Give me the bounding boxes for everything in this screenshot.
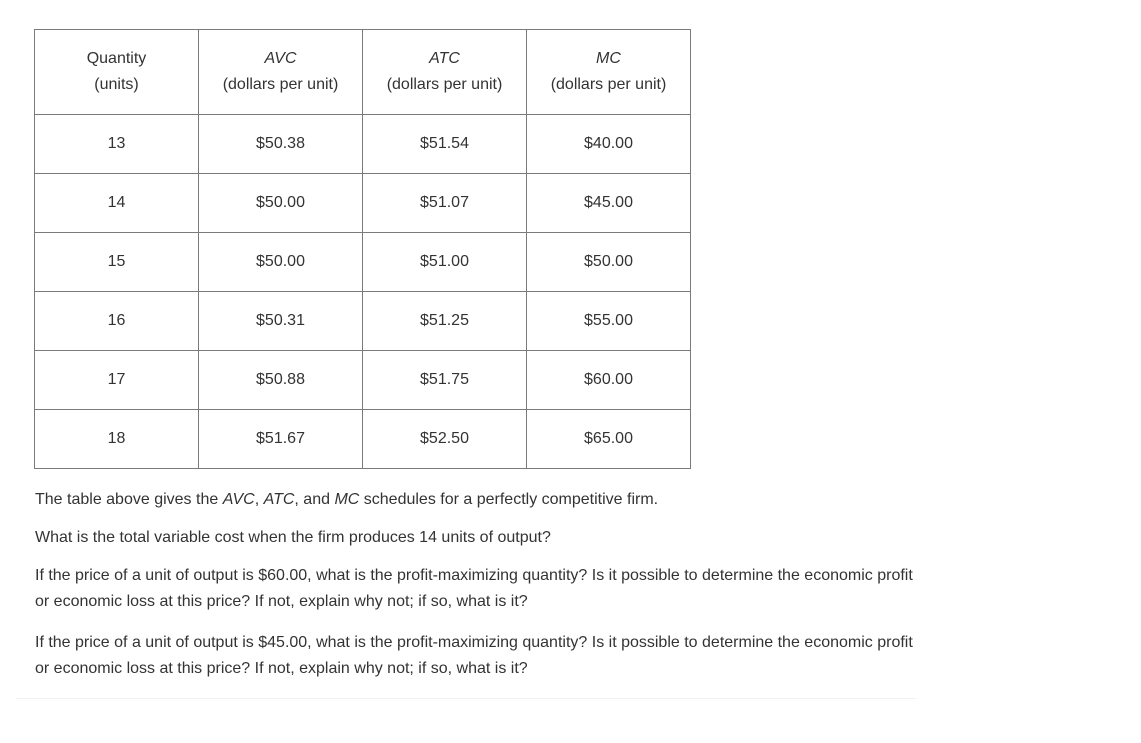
cell-avc: $50.38: [199, 115, 363, 174]
table-row: [35, 174, 691, 233]
cell-avc: $51.67: [199, 410, 363, 469]
question-1: What is the total variable cost when the firm produces 14 units of output?: [35, 529, 551, 546]
header-mc: [527, 30, 691, 115]
header-name: MC: [596, 50, 621, 67]
table-row: [35, 115, 691, 174]
cell-mc: $55.00: [527, 292, 691, 351]
question-text: [35, 487, 915, 697]
table-row: [35, 351, 691, 410]
header-name: Quantity: [86, 50, 147, 67]
header-unit: (dollars per unit): [222, 76, 339, 93]
cell-quantity: 14: [35, 174, 199, 233]
cell-mc: $40.00: [527, 115, 691, 174]
cell-avc: $50.00: [199, 174, 363, 233]
cell-atc: $51.54: [363, 115, 527, 174]
cell-atc: $52.50: [363, 410, 527, 469]
cell-quantity: 16: [35, 292, 199, 351]
cell-quantity: 13: [35, 115, 199, 174]
header-name: ATC: [429, 50, 460, 67]
cell-quantity: 15: [35, 233, 199, 292]
question-2: If the price of a unit of output is $60.00, what is the profit-maximizing quantity? Is it possible to determine the economic profit or economic loss at this price? If not, explain why not; if so, what is it?: [35, 567, 913, 610]
cell-avc: $50.00: [199, 233, 363, 292]
term-atc: ATC: [263, 491, 295, 508]
cell-mc: $50.00: [527, 233, 691, 292]
cell-mc: $45.00: [527, 174, 691, 233]
header-atc: [363, 30, 527, 115]
intro-text: ,: [254, 491, 264, 508]
cell-quantity: 17: [35, 351, 199, 410]
term-mc: MC: [334, 491, 360, 508]
intro-text: schedules for a perfectly competitive firm.: [359, 491, 659, 508]
cell-mc: $60.00: [527, 351, 691, 410]
header-name: AVC: [264, 50, 297, 67]
header-avc: [199, 30, 363, 115]
question-3: If the price of a unit of output is $45.00, what is the profit-maximizing quantity? Is it possible to determine the economic profit or economic loss at this price? If not, explain why not; if so, what is it?: [35, 634, 913, 677]
intro-text: The table above gives the: [35, 491, 223, 508]
header-unit: (dollars per unit): [550, 76, 667, 93]
table-row: [35, 233, 691, 292]
cell-atc: $51.75: [363, 351, 527, 410]
table-row: [35, 292, 691, 351]
header-quantity: [35, 30, 199, 115]
cell-atc: $51.07: [363, 174, 527, 233]
cell-quantity: 18: [35, 410, 199, 469]
cell-mc: $65.00: [527, 410, 691, 469]
cell-avc: $50.88: [199, 351, 363, 410]
term-avc: AVC: [222, 491, 255, 508]
header-unit: (dollars per unit): [386, 76, 503, 93]
intro-paragraph: [35, 487, 915, 513]
cell-atc: $51.25: [363, 292, 527, 351]
table-header-row: [35, 30, 691, 115]
header-unit: (units): [94, 76, 139, 93]
cost-schedule-table: [34, 29, 691, 469]
intro-text: , and: [294, 491, 335, 508]
cell-atc: $51.00: [363, 233, 527, 292]
table-row: [35, 410, 691, 469]
cell-avc: $50.31: [199, 292, 363, 351]
